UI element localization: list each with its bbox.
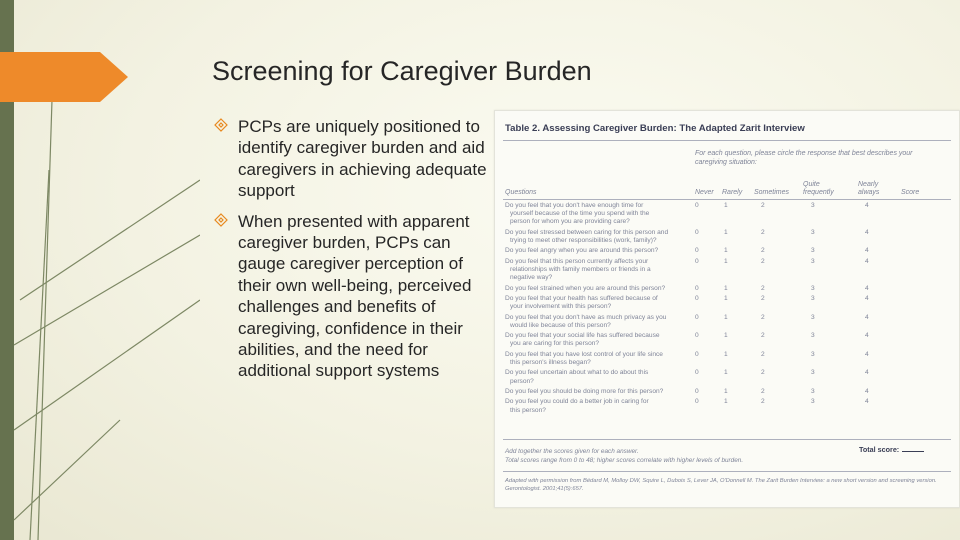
response-value: 2 [761,228,765,236]
question-text [505,388,695,396]
response-value: 4 [865,313,869,321]
total-score [859,445,924,454]
response-value: 2 [761,398,765,406]
question-text [505,332,695,348]
response-value: 2 [761,387,765,395]
question-line: Do you feel that you have lost control of your life since [505,350,663,358]
table-row [505,247,951,255]
question-text [505,258,695,283]
response-value: 4 [865,284,869,292]
header-score: Score [901,189,920,196]
response-value: 1 [724,294,728,302]
header-quite-frequently: Quite frequently [803,181,834,196]
total-score-blank [902,451,924,452]
question-line: person? [510,377,534,385]
question-line: relationships with family members or friends in a [510,265,651,273]
question-line: would like because of this person? [510,321,611,329]
response-value: 3 [811,350,815,358]
table-source: Adapted with permission from Bédard M, Molloy DW, Squire L, Dubois S, Lever JA, O'Donnell M. The Zarit Burden Interview: a new short version and screening version. Gerontologist. 2001;41(5):657. [505,478,937,492]
table-instructions: For each question, please circle the response that best describes your caregiving situation: [695,150,913,166]
question-line: Do you feel that your health has suffered because of [505,294,658,302]
response-value: 3 [811,369,815,377]
question-text [505,369,695,385]
question-text [505,202,695,227]
response-value: 3 [811,284,815,292]
response-value: 0 [695,284,699,292]
question-text [505,351,695,367]
table-row [505,229,951,245]
question-text [505,285,695,293]
response-value: 4 [865,257,869,265]
response-value: 0 [695,332,699,340]
response-value: 4 [865,398,869,406]
response-value: 1 [724,228,728,236]
diamond-outline-icon [214,116,238,137]
question-line: Do you feel you could do a better job in caring for [505,398,649,406]
question-line: Do you feel that your social life has suffered because [505,332,660,340]
header-sometimes: Sometimes [754,189,790,196]
question-line: negative way? [510,274,553,282]
table-row [505,295,951,311]
response-value: 2 [761,284,765,292]
table-note: Add together the scores given for each answer. [505,448,639,455]
table-body [505,202,951,417]
header-never: Never [695,189,714,196]
response-value: 0 [695,313,699,321]
response-value: 2 [761,257,765,265]
response-value: 1 [724,313,728,321]
response-value: 3 [811,387,815,395]
header-nearly-always: Nearly always [858,181,880,196]
response-value: 1 [724,350,728,358]
response-value: 1 [724,257,728,265]
question-text [505,229,695,245]
response-value: 4 [865,332,869,340]
table-rule [503,471,951,472]
response-value: 2 [761,294,765,302]
response-value: 3 [811,294,815,302]
total-score-label: Total score: [859,445,900,454]
table-row [505,388,951,396]
table-row [505,202,951,227]
response-value: 1 [724,398,728,406]
response-value: 0 [695,387,699,395]
zarit-table-image [494,110,960,508]
bullet-item [214,211,494,382]
response-value: 3 [811,313,815,321]
response-value: 3 [811,332,815,340]
response-value: 0 [695,257,699,265]
table-rule [503,439,951,440]
table-rule [503,199,951,200]
question-text [505,247,695,255]
response-value: 2 [761,247,765,255]
table-row [505,258,951,283]
response-value: 4 [865,369,869,377]
question-line: Do you feel that you don't have as much privacy as you [505,313,667,321]
response-value: 4 [865,202,869,209]
bullet-text: When presented with apparent caregiver burden, PCPs can gauge caregiver perception of their own well-being, perceived challenges and benefits of caregiving, confidence in their abilities, and the need for additional support systems [238,211,472,381]
question-text [505,295,695,311]
question-line: Do you feel that this person currently affects your [505,257,649,265]
question-text [505,398,695,414]
table-note: Total scores range from 0 to 48; higher scores correlate with higher levels of burden. [505,457,744,464]
response-value: 1 [724,284,728,292]
response-value: 3 [811,247,815,255]
response-value: 0 [695,202,699,209]
question-line: your involvement with this person? [510,303,612,311]
question-line: you are caring for this person? [510,340,600,348]
bullet-list [214,116,494,391]
response-value: 1 [724,369,728,377]
slide-title: Screening for Caregiver Burden [212,56,592,86]
response-value: 0 [695,369,699,377]
diamond-outline-icon [214,211,238,232]
table-title: Table 2. Assessing Caregiver Burden: The Adapted Zarit Interview [505,123,805,134]
question-line: person for whom you are providing care? [510,218,630,226]
question-line: yourself because of the time you spend with the [510,210,650,218]
response-value: 1 [724,202,728,209]
question-text [505,314,695,330]
response-value: 0 [695,398,699,406]
response-value: 2 [761,350,765,358]
table-row [505,332,951,348]
response-value: 3 [811,228,815,236]
table-row [505,351,951,367]
header-rarely: Rarely [722,189,743,196]
response-value: 1 [724,332,728,340]
question-line: Do you feel strained when you are around this person? [505,284,666,292]
question-line: Do you feel uncertain about what to do about this [505,369,649,377]
question-line: Do you feel angry when you are around this person? [505,247,659,255]
response-value: 1 [724,247,728,255]
response-value: 4 [865,294,869,302]
header-questions: Questions [505,189,537,196]
question-line: Do you feel stressed between caring for this person and [505,228,669,236]
response-value: 1 [724,387,728,395]
response-value: 2 [761,332,765,340]
table-header-row [505,177,951,197]
response-value: 3 [811,257,815,265]
response-value: 0 [695,294,699,302]
response-value: 0 [695,350,699,358]
bullet-item [214,116,494,202]
response-value: 4 [865,387,869,395]
bullet-text: PCPs are uniquely positioned to identify caregiver burden and aid caregivers in achieving adequate support [238,117,487,201]
table-row [505,398,951,414]
response-value: 0 [695,228,699,236]
response-value: 2 [761,202,765,209]
response-value: 4 [865,350,869,358]
table-row [505,285,951,293]
response-value: 4 [865,247,869,255]
response-value: 0 [695,247,699,255]
question-line: Do you feel that you don't have enough time for [505,202,644,209]
table-notes [505,447,855,465]
table-row [505,314,951,330]
response-value: 2 [761,369,765,377]
response-value: 2 [761,313,765,321]
question-line: trying to meet other responsibilities (work, family)? [510,237,657,244]
table-row [505,369,951,385]
question-line: this person? [510,406,546,414]
response-value: 4 [865,228,869,236]
question-line: Do you feel you should be doing more for this person? [505,387,664,395]
question-line: this person's illness began? [510,358,591,366]
accent-tab [0,52,128,102]
table-rule [503,140,951,141]
response-value: 3 [811,398,815,406]
response-value: 3 [811,202,815,209]
